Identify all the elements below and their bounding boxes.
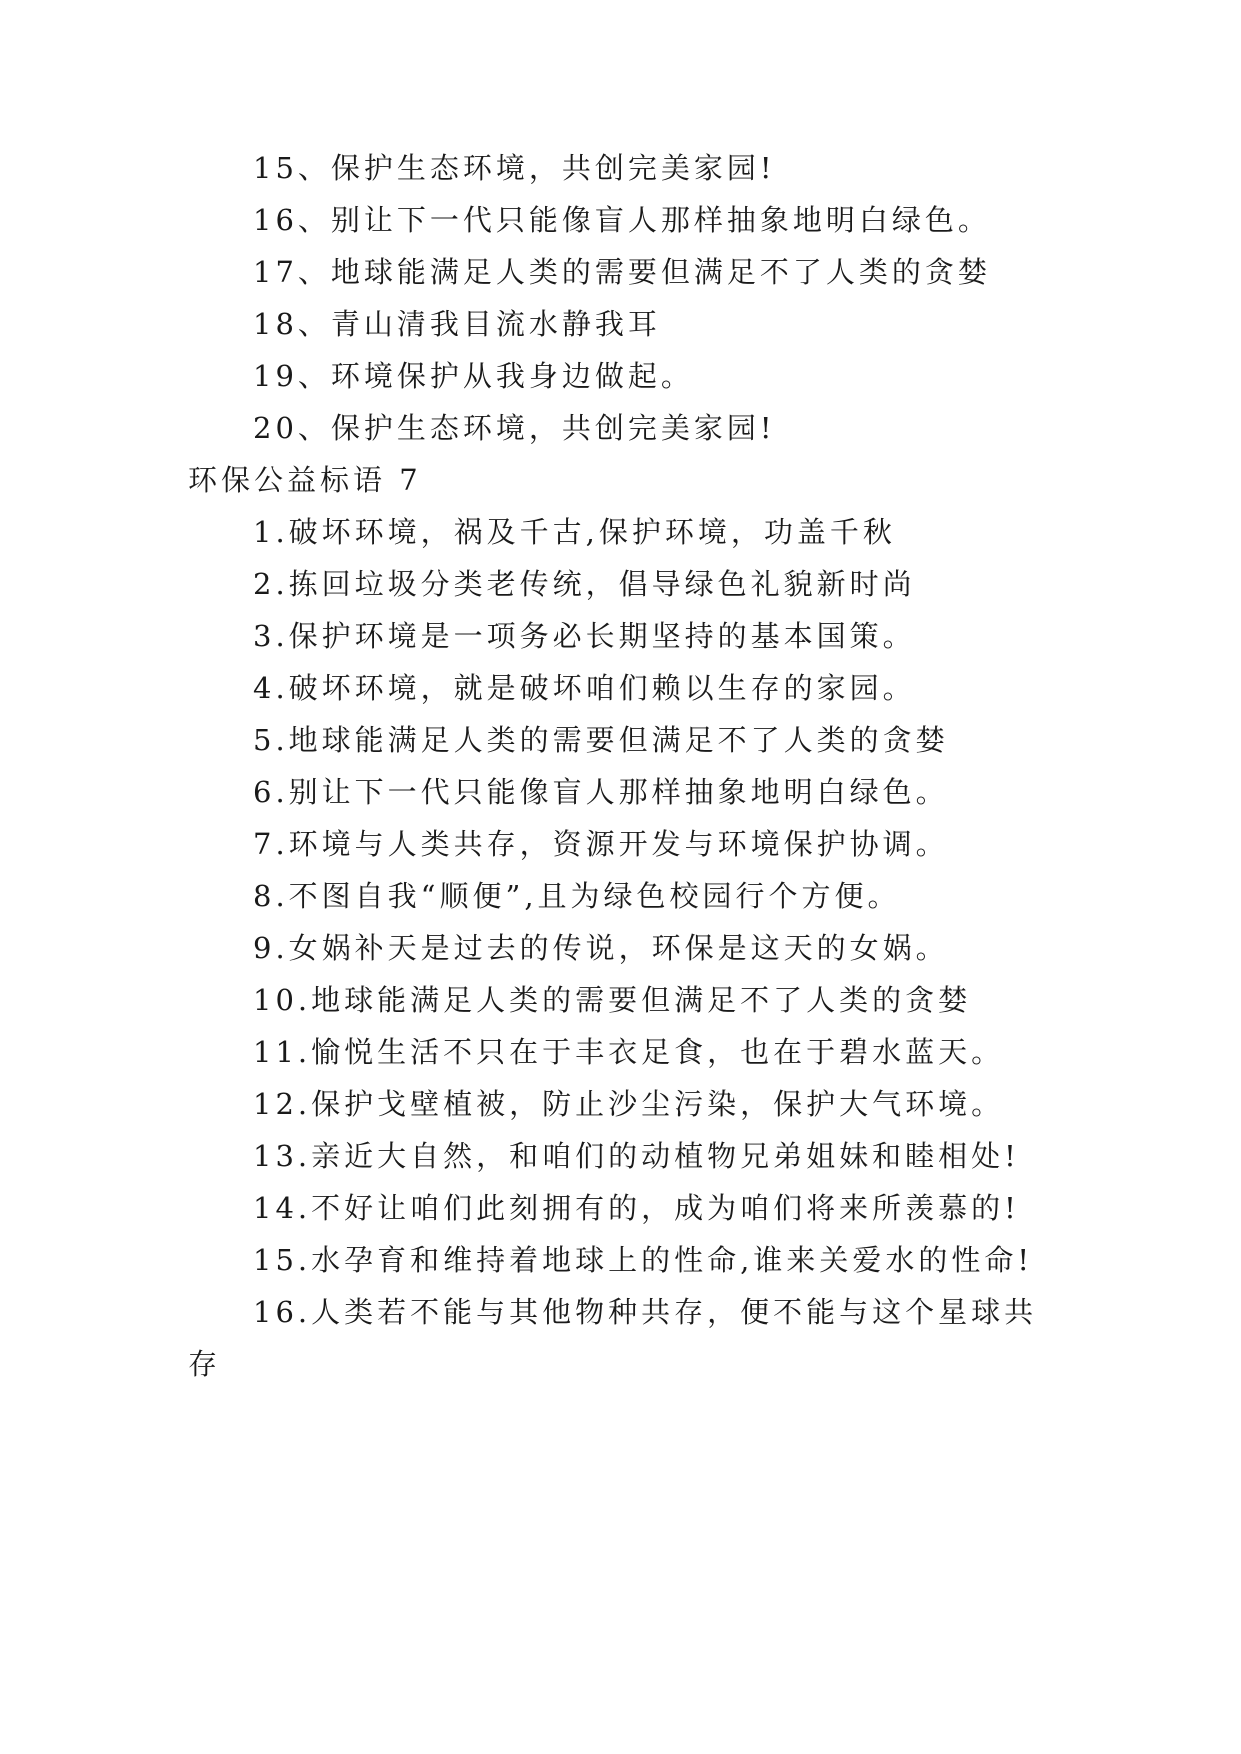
- slogan-line: 15.水孕育和维持着地球上的性命,谁来关爱水的性命!: [253, 1243, 1033, 1277]
- slogan-line: 1.破坏环境，祸及千古,保护环境，功盖千秋: [253, 515, 896, 549]
- slogan-line: 10.地球能满足人类的需要但满足不了人类的贪婪: [253, 983, 972, 1017]
- slogan-line: 6.别让下一代只能像盲人那样抽象地明白绿色。: [253, 775, 949, 809]
- section-heading: 环保公益标语 7: [188, 463, 422, 497]
- wrapped-line-continuation: 存: [188, 1347, 222, 1381]
- slogan-line: 13.亲近大自然，和咱们的动植物兄弟姐妹和睦相处!: [253, 1139, 1020, 1173]
- slogan-line: 15、保护生态环境，共创完美家园!: [253, 151, 776, 185]
- slogan-line: 2.拣回垃圾分类老传统，倡导绿色礼貌新时尚: [253, 567, 916, 601]
- slogan-line: 9.女娲补天是过去的传说，环保是这天的女娲。: [253, 931, 949, 965]
- slogan-line: 4.破坏环境，就是破坏咱们赖以生存的家园。: [253, 671, 916, 705]
- slogan-line: 17、地球能满足人类的需要但满足不了人类的贪婪: [253, 255, 991, 289]
- slogan-line: 5.地球能满足人类的需要但满足不了人类的贪婪: [253, 723, 949, 757]
- slogan-line: 11.愉悦生活不只在于丰衣足食，也在于碧水蓝天。: [253, 1035, 1005, 1069]
- slogan-line: 14.不好让咱们此刻拥有的，成为咱们将来所羡慕的!: [253, 1191, 1020, 1225]
- slogan-line: 19、环境保护从我身边做起。: [253, 359, 694, 393]
- slogan-line: 12.保护戈壁植被，防止沙尘污染，保护大气环境。: [253, 1087, 1005, 1121]
- slogan-line: 8.不图自我“顺便”,且为绿色校园行个方便。: [253, 879, 901, 913]
- slogan-line: 20、保护生态环境，共创完美家园!: [253, 411, 776, 445]
- slogan-line: 16.人类若不能与其他物种共存，便不能与这个星球共: [253, 1295, 1038, 1329]
- slogan-line: 16、别让下一代只能像盲人那样抽象地明白绿色。: [253, 203, 991, 237]
- slogan-line: 18、青山清我目流水静我耳: [253, 307, 661, 341]
- slogan-line: 3.保护环境是一项务必长期坚持的基本国策。: [253, 619, 916, 653]
- slogan-line: 7.环境与人类共存，资源开发与环境保护协调。: [253, 827, 949, 861]
